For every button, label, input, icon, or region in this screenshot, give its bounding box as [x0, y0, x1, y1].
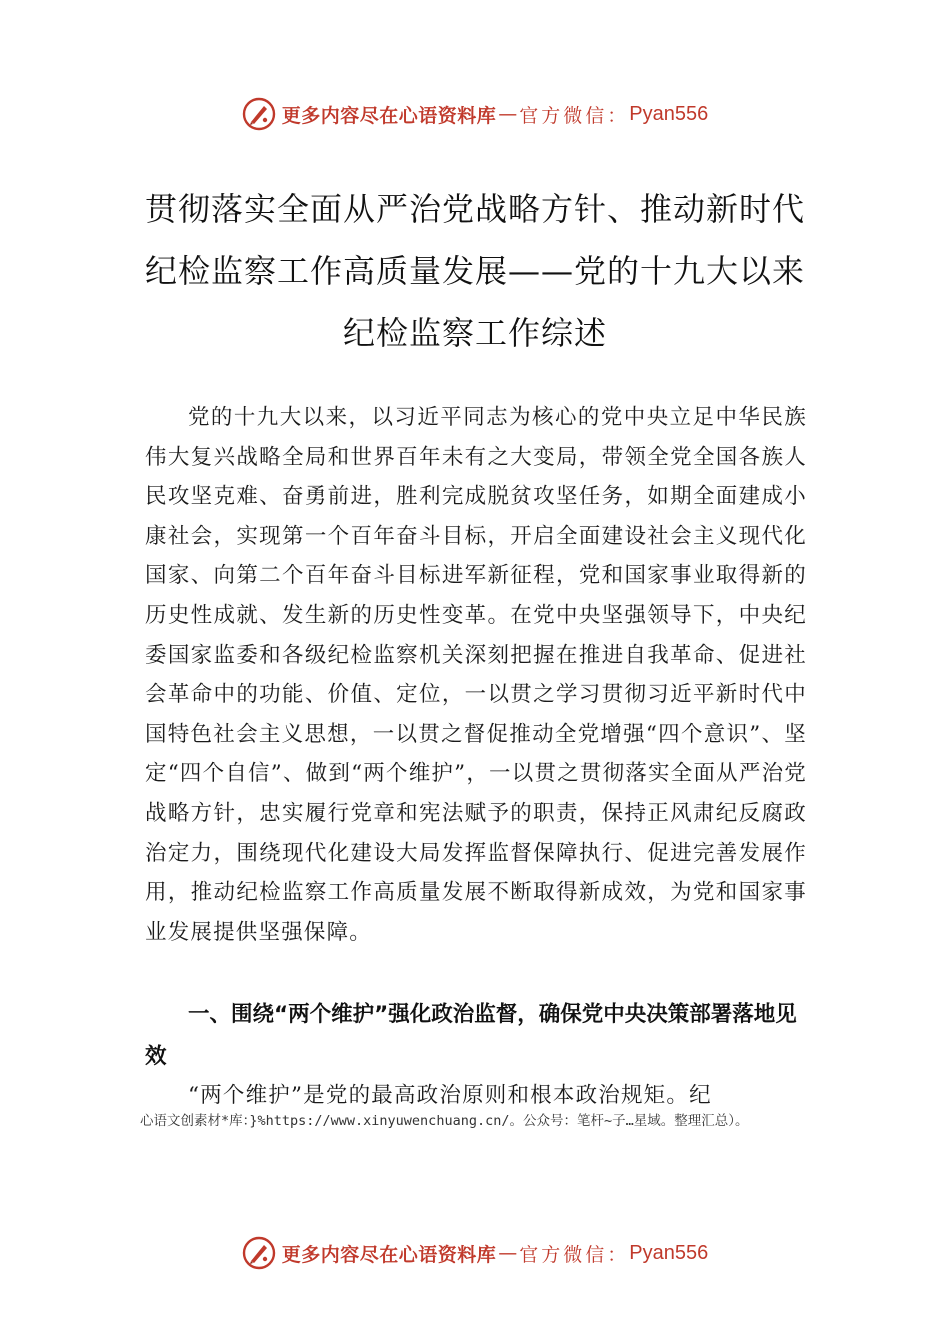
banner-wechat-id: Pyan556 — [629, 1241, 709, 1264]
banner-separator: — — [498, 1242, 518, 1264]
banner-brand-text: 更多内容尽在心语资料库 — [281, 1243, 497, 1266]
header-banner — [0, 94, 950, 134]
intro-paragraph: 党的十九大以来，以习近平同志为核心的党中央立足中华民族伟大复兴战略全局和世界百年未有之大变局，带领全党全国各族人民攻坚克难、奋勇前进，胜利完成脱贫攻坚任务，如期全面建成小康社会，实现第一个百年奋斗目标，开启全面建设社会主义现代化国家、向第二个百年奋斗目标进军新征程，党和国家事业取得新的历史性成就、发生新的历史性变革。在党中央坚强领导下，中央纪委国家监委和各级纪检监察机关深刻把握在推进自我革命、促进社会革命中的功能、价值、定位，一以贯之学习贯彻习近平新时代中国特色社会主义思想，一以贯之督促推动全党增强“四个意识”、坚定“四个自信”、做到“两个维护”，一以贯之贯彻落实全面从严治党战略方针，忠实履行党章和宪法赋予的职责，保持正风肃纪反腐政治定力，围绕现代化建设大局发挥监督保障执行、促进完善发展作用，推动纪检监察工作高质量发展不断取得新成效，为党和国家事业发展提供坚强保障。 — [145, 405, 807, 945]
pen-seal-icon — [242, 97, 276, 131]
banner-brand-text: 更多内容尽在心语资料库 — [281, 104, 497, 127]
footer-banner — [0, 1233, 950, 1273]
banner-official-label: 官方微信： — [519, 1243, 630, 1266]
document-title: 贯彻落实全面从严治党战略方针、推动新时代纪检监察工作高质量发展——党的十九大以来纪检监察工作综述 — [144, 190, 805, 352]
pen-seal-icon — [242, 1236, 276, 1270]
banner-separator: — — [498, 103, 518, 125]
source-watermark-text: 心语文创素材*库：}%https://www.xinyuwenchuang.cn/。公众号：笔杆~子…星域。整理汇总）。 — [140, 1113, 749, 1129]
banner-wechat-id: Pyan556 — [629, 102, 709, 125]
banner-official-label: 官方微信： — [519, 104, 630, 127]
section-1-paragraph: “两个维护”是党的最高政治原则和根本政治规矩。纪 — [188, 1083, 712, 1108]
section-1-heading: 一、围绕“两个维护”强化政治监督，确保党中央决策部署落地见效 — [145, 1002, 797, 1069]
